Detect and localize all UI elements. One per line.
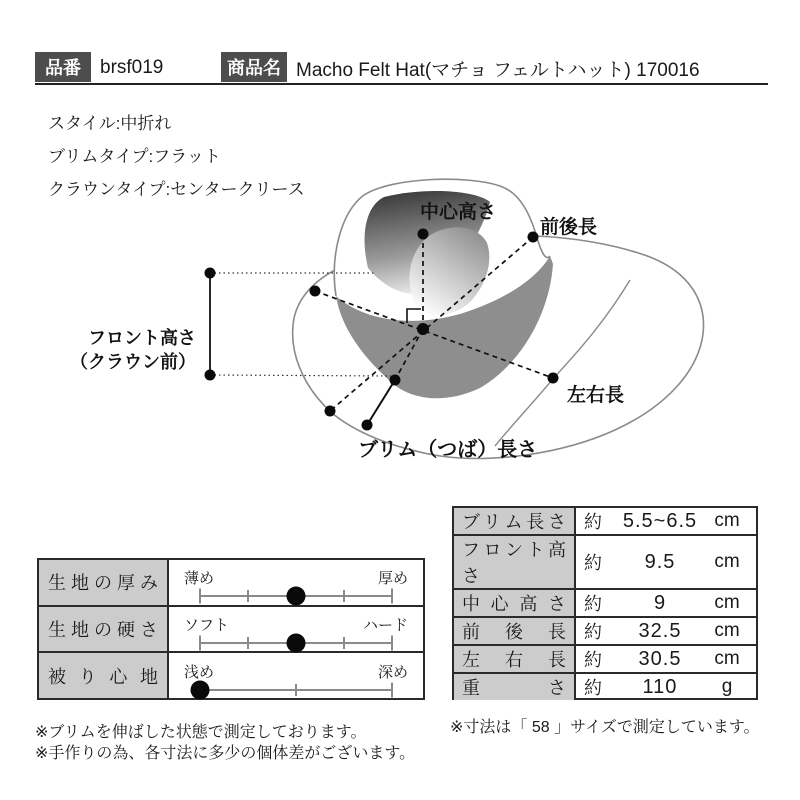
size-row-center-height xyxy=(454,590,756,618)
scale-min-label: ソフト xyxy=(184,617,230,634)
size-row-label: 左右長 xyxy=(454,646,576,672)
label-front-height xyxy=(60,326,196,374)
size-unit: cm xyxy=(714,551,740,572)
label-brim-length: ブリム（つば）長さ xyxy=(358,439,538,461)
spec-crown-type: クラウンタイプ:センタークリース xyxy=(48,180,305,199)
rating-row-stiffness xyxy=(39,607,423,654)
dot-front-back-front xyxy=(325,406,336,417)
size-value: 9.5 xyxy=(644,550,676,573)
scale-track xyxy=(200,595,392,597)
size-row-label: 重さ xyxy=(454,674,576,700)
rating-dot xyxy=(191,680,210,699)
size-approx: 約 xyxy=(584,553,602,573)
scale-track xyxy=(200,642,392,644)
dot-brim-inner xyxy=(390,375,401,386)
dot-left-right-left xyxy=(310,286,321,297)
size-value: 9 xyxy=(653,591,667,614)
rating-dot xyxy=(287,634,306,653)
size-row-front-height xyxy=(454,536,756,590)
dot-center-height-top xyxy=(418,229,429,240)
size-approx: 約 xyxy=(584,622,602,642)
dot-front-height-bottom xyxy=(205,370,216,381)
rating-scale xyxy=(169,653,423,698)
size-unit: cm xyxy=(714,648,740,669)
product-name-value: Macho Felt Hat(マチョ フェルトハット) 170016 xyxy=(296,59,700,81)
scale-max-label: 深め xyxy=(377,663,408,681)
scale-min-label: 薄め xyxy=(184,570,215,588)
size-measurement-table xyxy=(452,506,758,700)
dot-left-right-right xyxy=(548,373,559,384)
rating-label xyxy=(39,653,169,698)
size-unit: g xyxy=(721,676,733,697)
size-approx: 約 xyxy=(584,594,602,614)
rating-row-thickness xyxy=(39,560,423,607)
size-unit: cm xyxy=(714,620,740,641)
dot-brim-outer xyxy=(362,420,373,431)
rating-row-fit xyxy=(39,653,423,698)
rating-label xyxy=(39,560,169,605)
product-name-badge: 商品名 xyxy=(221,52,287,82)
rating-scale xyxy=(169,560,423,605)
footnote-handmade: ※手作りの為、各寸法に多少の個体差がございます。 xyxy=(35,745,416,762)
rating-label-text: 生地の厚み xyxy=(48,573,158,594)
size-approx: 約 xyxy=(584,650,602,670)
size-row-label: 中心高さ xyxy=(454,590,576,616)
dot-front-back-rear xyxy=(528,232,539,243)
spec-brim-type: ブリムタイプ:フラット xyxy=(48,147,221,166)
size-row-brim xyxy=(454,508,756,536)
rating-label xyxy=(39,607,169,652)
rating-dot xyxy=(287,587,306,606)
scale-track xyxy=(200,689,392,691)
label-center-height: 中心高さ xyxy=(420,202,497,223)
size-row-label: ブリム長さ xyxy=(454,508,576,534)
rating-label-text: 生地の硬さ xyxy=(48,620,158,640)
size-approx: 約 xyxy=(584,512,602,532)
size-value: 110 xyxy=(642,675,678,698)
footnote-brim-measurement: ※ブリムを伸ばした状態で測定しております。 xyxy=(35,724,367,741)
spec-style: スタイル:中折れ xyxy=(48,114,172,133)
scale-max-label: ハード xyxy=(362,617,408,634)
scale-max-label: 厚め xyxy=(377,570,408,588)
rating-scale xyxy=(169,607,423,652)
footnote-size-basis: ※寸法は「 58 」サイズで測定しています。 xyxy=(450,719,760,736)
size-unit: cm xyxy=(714,510,740,531)
label-left-right-length: 左右長 xyxy=(567,385,625,406)
size-value: 30.5 xyxy=(638,647,682,670)
size-approx: 約 xyxy=(584,678,602,698)
item-number-value: brsf019 xyxy=(100,57,164,78)
label-front-height-line1: フロント高さ xyxy=(88,328,196,348)
fabric-rating-table xyxy=(37,558,425,700)
scale-min-label: 浅め xyxy=(184,663,215,681)
size-row-front-back xyxy=(454,618,756,646)
dot-center xyxy=(417,323,429,335)
size-row-weight xyxy=(454,674,756,700)
label-front-back-length: 前後長 xyxy=(540,217,598,238)
size-value: 32.5 xyxy=(638,619,682,642)
size-row-label: フロント高さ xyxy=(454,536,576,588)
rating-label-text: 被り心地 xyxy=(48,666,158,687)
size-unit: cm xyxy=(714,592,740,613)
dot-front-height-top xyxy=(205,268,216,279)
item-number-badge: 品番 xyxy=(35,52,91,82)
label-front-height-line2: （クラウン前） xyxy=(70,352,196,372)
size-row-left-right xyxy=(454,646,756,674)
size-row-label: 前後長 xyxy=(454,618,576,644)
size-value: 5.5~6.5 xyxy=(622,509,698,532)
